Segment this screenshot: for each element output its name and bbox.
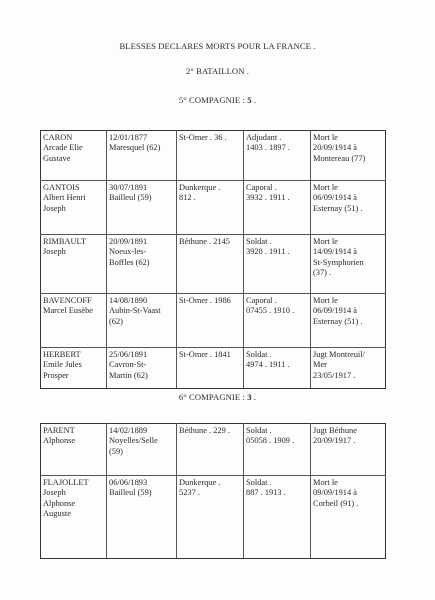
company-count: 3 <box>247 392 252 402</box>
company-6-table <box>40 423 386 559</box>
cell-text: Arcade Elie <box>43 143 83 153</box>
cell-text: 05058 . 1909 . <box>246 436 295 446</box>
company-5-heading <box>0 95 435 105</box>
company-heading-suffix: . <box>253 95 257 105</box>
cell-text: Maresquel (62) <box>109 143 161 153</box>
company-heading-suffix: . <box>253 392 257 402</box>
soldier-row <box>41 294 386 348</box>
cell-text: Esternay (51) . <box>313 203 363 213</box>
document-title: BLESSES DECLARES MORTS POUR LA FRANCE . <box>119 41 316 51</box>
birth-cell <box>107 294 177 348</box>
cell-text: Gustave <box>43 153 71 163</box>
cell-text: Montereau (77) <box>313 153 366 163</box>
cell-text: Soldat . <box>246 237 272 246</box>
fate-cell <box>311 348 386 389</box>
cell-text: Mort le <box>313 478 338 487</box>
fate-cell <box>311 235 386 294</box>
cell-text: FLAJOLLET <box>43 478 89 487</box>
cell-text: Mort le <box>313 133 338 142</box>
rank-cell <box>244 294 311 348</box>
cell-text: Caporal . <box>246 296 277 305</box>
cell-text: 3932 . 1911 . <box>246 193 290 203</box>
cell-text: (62) <box>109 316 123 326</box>
fate-cell <box>311 476 386 559</box>
cell-text: (37) . <box>313 267 332 277</box>
company-6-heading <box>0 392 435 402</box>
cell-text: 1403 . 1897 . <box>246 143 290 153</box>
cell-text: HERBERT <box>43 350 81 359</box>
cell-text: 12/01/1877 <box>109 133 148 142</box>
cell-text: Jugt Béthune <box>313 426 357 435</box>
cell-text: 06/09/1914 à <box>313 193 357 203</box>
soldier-name-cell <box>41 476 107 559</box>
company-count: 5 <box>247 95 252 105</box>
cell-text: 887 . 1913 . <box>246 488 286 498</box>
cell-text: Joseph <box>43 488 66 498</box>
cell-text: Bailleul (59) <box>109 488 152 498</box>
cell-text: 06/06/1893 <box>109 478 148 487</box>
recruitment-cell <box>177 131 244 181</box>
cell-text: Noyelles/Selle <box>109 436 158 446</box>
cell-text: RIMBAULT <box>43 237 86 246</box>
cell-text: CARON <box>43 133 73 142</box>
cell-text: 4974 . 1911 . <box>246 360 290 370</box>
birth-cell <box>107 131 177 181</box>
cell-text: Alphonse <box>43 498 76 508</box>
soldier-name-cell <box>41 131 107 181</box>
cell-text: Albert Henri <box>43 193 86 203</box>
rank-cell <box>244 348 311 389</box>
cell-text: Alphonse <box>43 436 76 446</box>
cell-text: Boffles (62) <box>109 257 150 267</box>
company-heading-prefix: 5° COMPAGNIE : <box>178 95 248 105</box>
soldier-name-cell <box>41 348 107 389</box>
cell-text: Adjudant . <box>246 133 282 142</box>
cell-text: BAVENCOFF <box>43 296 92 305</box>
soldier-name-cell <box>41 181 107 235</box>
cell-text: Noeux-les- <box>109 247 147 257</box>
recruitment-cell <box>177 424 244 476</box>
cell-text: 20/09/1891 <box>109 237 148 246</box>
fate-cell <box>311 131 386 181</box>
cell-text: Mort le <box>313 237 338 246</box>
birth-cell <box>107 181 177 235</box>
cell-text: Bailleul (59) <box>109 193 152 203</box>
soldier-row <box>41 181 386 235</box>
cell-text: 23/05/1917 . <box>313 370 356 380</box>
cell-text: 20/09/1917 . <box>313 436 356 446</box>
cell-text: 3928 . 1911 . <box>246 247 290 257</box>
cell-text: Mort le <box>313 296 338 305</box>
rank-cell <box>244 424 311 476</box>
cell-text: St-Omer . 1986 <box>179 296 231 305</box>
cell-text: 09/09/1914 à <box>313 488 357 498</box>
birth-cell <box>107 476 177 559</box>
recruitment-cell <box>177 348 244 389</box>
birth-cell <box>107 348 177 389</box>
cell-text: 5237 . <box>179 488 200 498</box>
soldier-row <box>41 235 386 294</box>
cell-text: Soldat . <box>246 426 272 435</box>
cell-text: Aubin-St-Vaast <box>109 306 161 316</box>
soldier-name-cell <box>41 424 107 476</box>
cell-text: 812 . <box>179 193 196 203</box>
cell-text: Béthune . 2145 <box>179 237 230 246</box>
cell-text: Cavron-St- <box>109 360 147 370</box>
rank-cell <box>244 476 311 559</box>
cell-text: 20/09/1914 à <box>313 143 357 153</box>
cell-text: 30/07/1891 <box>109 183 148 192</box>
recruitment-cell <box>177 476 244 559</box>
cell-text: PARENT <box>43 426 75 435</box>
recruitment-cell <box>177 181 244 235</box>
cell-text: Joseph <box>43 247 66 257</box>
recruitment-cell <box>177 235 244 294</box>
rank-cell <box>244 181 311 235</box>
cell-text: Corbeil (91) . <box>313 498 359 508</box>
cell-text: Prosper <box>43 370 69 380</box>
cell-text: Jugt Montreuil/ <box>313 350 365 359</box>
fate-cell <box>311 424 386 476</box>
birth-cell <box>107 424 177 476</box>
cell-text: Béthune . 229 . <box>179 426 230 435</box>
recruitment-cell <box>177 294 244 348</box>
soldier-row <box>41 424 386 476</box>
company-5-table <box>40 130 386 389</box>
birth-cell <box>107 235 177 294</box>
cell-text: 07455 . 1910 . <box>246 306 295 316</box>
cell-text: Soldat . <box>246 478 272 487</box>
rank-cell <box>244 131 311 181</box>
soldier-name-cell <box>41 294 107 348</box>
battalion-heading: 2° BATAILLON . <box>185 66 250 76</box>
cell-text: St-Symphorien <box>313 257 364 267</box>
cell-text: 14/08/1890 <box>109 296 148 305</box>
cell-text: 14/02/1889 <box>109 426 148 435</box>
soldier-row <box>41 348 386 389</box>
cell-text: Caporal . <box>246 183 277 192</box>
cell-text: (59) <box>109 446 123 456</box>
cell-text: 14/09/1914 à <box>313 247 357 257</box>
soldier-row <box>41 131 386 181</box>
cell-text: Emile Jules <box>43 360 82 370</box>
company-heading-prefix: 6° COMPAGNIE : <box>178 392 248 402</box>
cell-text: Auguste <box>43 508 71 518</box>
cell-text: Martin (62) <box>109 370 148 380</box>
cell-text: Marcel Eusèbe <box>43 306 93 316</box>
cell-text: GANTOIS <box>43 183 80 192</box>
cell-text: 25/06/1891 <box>109 350 148 359</box>
cell-text: Joseph <box>43 203 66 213</box>
cell-text: Mort le <box>313 183 338 192</box>
cell-text: Dunkerque . <box>179 183 221 192</box>
cell-text: Mer <box>313 360 327 370</box>
cell-text: St-Omer . 1841 <box>179 350 231 359</box>
fate-cell <box>311 294 386 348</box>
cell-text: Esternay (51) . <box>313 316 363 326</box>
rank-cell <box>244 235 311 294</box>
cell-text: Dunkerque . <box>179 478 221 487</box>
soldier-row <box>41 476 386 559</box>
cell-text: 06/09/1914 à <box>313 306 357 316</box>
cell-text: Soldat . <box>246 350 272 359</box>
fate-cell <box>311 181 386 235</box>
cell-text: St-Omer . 36 . <box>179 133 227 142</box>
soldier-name-cell <box>41 235 107 294</box>
